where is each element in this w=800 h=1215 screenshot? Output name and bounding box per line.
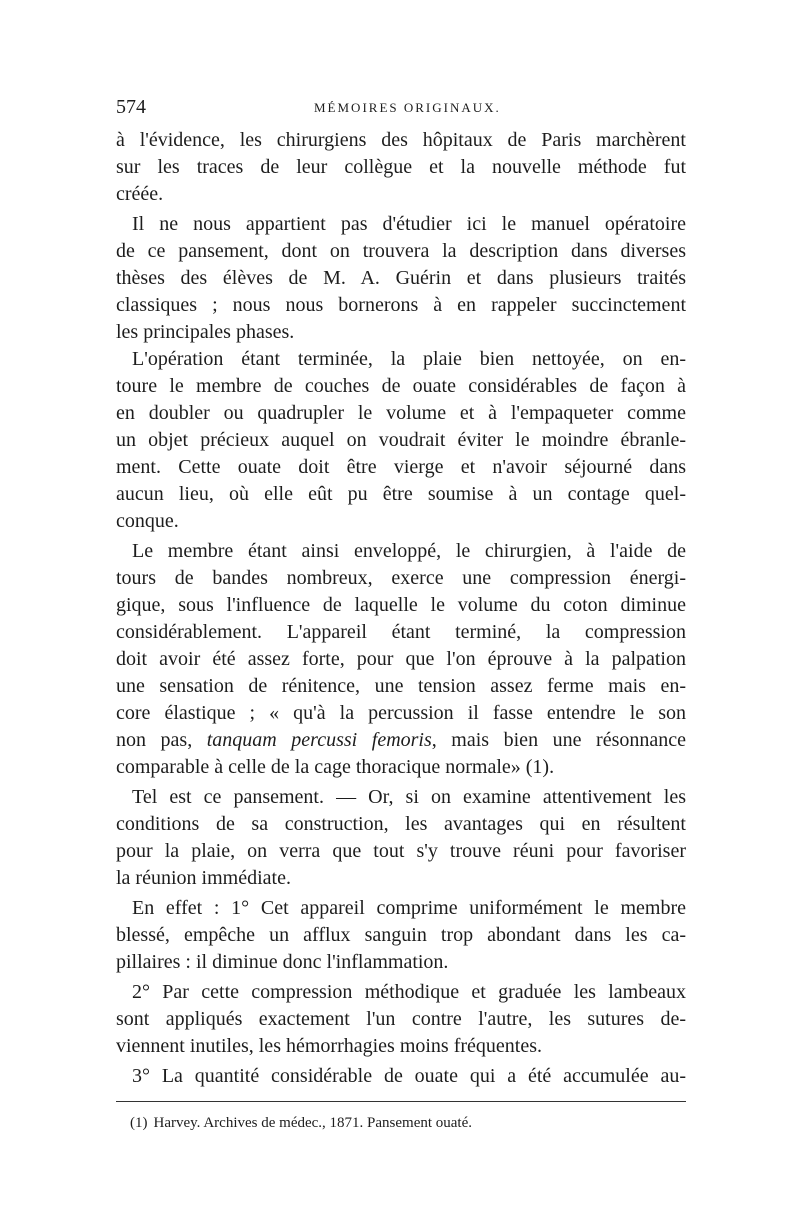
footnote-number: (1) bbox=[130, 1115, 148, 1131]
text-segment: , mais bien une résonnance bbox=[431, 729, 686, 751]
text-line: toure le membre de couches de ouate considérables de façon à bbox=[116, 375, 686, 397]
text-line: créée. bbox=[116, 183, 164, 205]
text-line bbox=[116, 727, 686, 754]
text-line: les principales phases. bbox=[116, 321, 295, 343]
text-line: L'opération étant terminée, la plaie bien nettoyée, on en- bbox=[132, 348, 686, 370]
latin-quotation: tanquam percussi femoris bbox=[206, 729, 432, 751]
text-segment: non pas, bbox=[116, 729, 207, 751]
text-line: 3° La quantité considérable de ouate qui a été accumulée au- bbox=[132, 1065, 686, 1087]
text-line: à l'évidence, les chirurgiens des hôpitaux de Paris marchèrent bbox=[116, 129, 686, 151]
text-line: Le membre étant ainsi enveloppé, le chirurgien, à l'aide de bbox=[132, 540, 686, 562]
text-line: Tel est ce pansement. — Or, si on examine attentivement les bbox=[132, 786, 686, 808]
text-line: doit avoir été assez forte, pour que l'on éprouve à la palpation bbox=[116, 648, 686, 670]
text-line: un objet précieux auquel on voudrait éviter le moindre ébranle- bbox=[116, 429, 686, 451]
text-line: une sensation de rénitence, une tension assez ferme mais en- bbox=[116, 675, 686, 697]
text-line: sont appliqués exactement l'un contre l'autre, les sutures de- bbox=[116, 1008, 686, 1030]
footnote bbox=[130, 1112, 472, 1134]
text-line: ment. Cette ouate doit être vierge et n'avoir séjourné dans bbox=[116, 456, 686, 478]
text-line: tours de bandes nombreux, exerce une compression énergi- bbox=[116, 567, 686, 589]
text-line: Il ne nous appartient pas d'étudier ici le manuel opératoire bbox=[132, 213, 686, 235]
text-line: classiques ; nous nous bornerons à en rappeler succinctement bbox=[116, 294, 686, 316]
text-line: 2° Par cette compression méthodique et graduée les lambeaux bbox=[132, 981, 686, 1003]
running-title: MÉMOIRES ORIGINAUX. bbox=[314, 100, 501, 115]
footnote-divider bbox=[116, 1101, 686, 1102]
text-line: viennent inutiles, les hémorrhagies moins fréquentes. bbox=[116, 1035, 543, 1057]
text-line: de ce pansement, dont on trouvera la description dans diverses bbox=[116, 240, 686, 262]
text-line: blessé, empêche un afflux sanguin trop abondant dans les ca- bbox=[116, 924, 686, 946]
text-line: conque. bbox=[116, 510, 179, 532]
text-line: gique, sous l'influence de laquelle le volume du coton diminue bbox=[116, 594, 686, 616]
page-number: 574 bbox=[116, 96, 146, 118]
text-line: en doubler ou quadrupler le volume et à l'empaqueter comme bbox=[116, 402, 686, 424]
text-line: pillaires : il diminue donc l'inflammation. bbox=[116, 951, 449, 973]
text-line: pour la plaie, on verra que tout s'y trouve réuni pour favoriser bbox=[116, 840, 686, 862]
text-line: En effet : 1° Cet appareil comprime uniformément le membre bbox=[132, 897, 686, 919]
text-line: considérablement. L'appareil étant terminé, la compression bbox=[116, 621, 686, 643]
text-line: la réunion immédiate. bbox=[116, 867, 291, 889]
footnote-text: Harvey. Archives de médec., 1871. Pansement ouaté. bbox=[153, 1115, 473, 1131]
text-line: sur les traces de leur collègue et la nouvelle méthode fut bbox=[116, 156, 686, 178]
page-header bbox=[116, 96, 686, 126]
text-line: thèses des élèves de M. A. Guérin et dans plusieurs traités bbox=[116, 267, 686, 289]
text-line: comparable à celle de la cage thoracique normale» (1). bbox=[116, 756, 555, 778]
text-line: core élastique ; « qu'à la percussion il fasse entendre le son bbox=[116, 702, 686, 724]
text-line: conditions de sa construction, les avantages qui en résultent bbox=[116, 813, 686, 835]
text-line: aucun lieu, où elle eût pu être soumise à un contage quel- bbox=[116, 483, 686, 505]
